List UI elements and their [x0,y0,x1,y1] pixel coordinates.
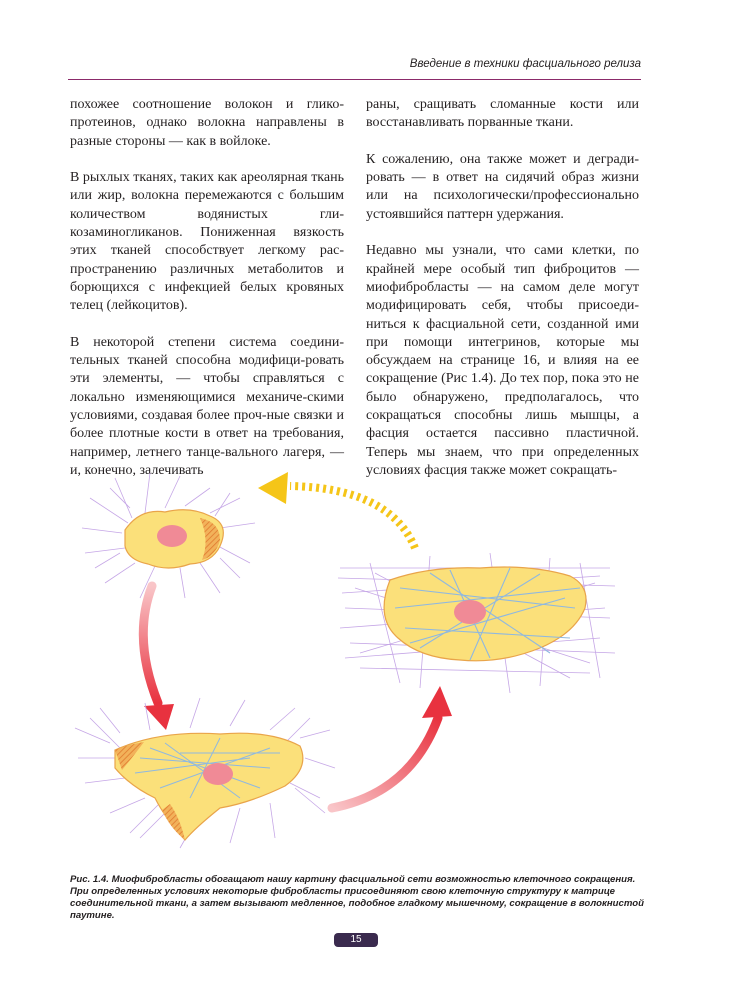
paragraph: раны, сращивать сломанные кости или восстанавливать порванные ткани. [366,97,639,131]
right-column [366,96,639,499]
page-number: 15 [334,933,378,947]
paragraph: К сожалению, она также может и дегради-ровать — в ответ на сидячий образ жизни или на психологически/профессионально устоявшийся паттерн удержания. [366,151,639,222]
red-arrow-up [332,686,452,808]
figure-illustration [70,468,640,873]
red-arrow-down [143,586,174,730]
fibroblast-cell [82,473,255,598]
myofibroblast-cell [75,698,335,848]
left-column [70,96,344,499]
dotted-arrow [258,472,415,548]
figure-caption: Рис. 1.4. Миофибробласты обогащают нашу картину фасциальной сети возможностью клеточного сокращения. При определенных условиях некоторые фибробласты присоединяют свою клеточную структуру к матрице соединительной ткани, а затем вызывают медленное, подобное гладкому мышечному, сокращение в волокнистой паутине. [70,874,644,921]
paragraph: похожее соотношение волокон и глико-протеинов, однако волокна направлены в разные стороны — как в войлоке. [70,97,344,149]
header-title: Введение в техники фасциального релиза [409,58,641,70]
cell-nucleus [203,763,233,785]
paragraph: В рыхлых тканях, таких как ареолярная ткань или жир, волокна перемежаются с большим количеством водянистых гли-козаминогликанов. Пониженная вязкость этих тканей способствует легкому рас-пространению различных метаболитов и борющихся с инфекцией белых кровяных телец (лейкоцитов). [70,170,344,314]
paragraph: В некоторой степени система соедини-тельных тканей способна модифици-ровать эти элементы, — чтобы справляться с локально изменяющимися механиче-скими условиями, создавая более проч-ные связки и более плотные кости в ответ на требования, например, летнего танце-вального лагеря, — и, конечно, залечивать [70,334,344,478]
header-rule [68,79,641,80]
cell-nucleus [157,525,187,547]
contracting-cell [338,553,615,693]
paragraph: Недавно мы узнали, что сами клетки, по крайней мере особый тип фиброцитов — миофибробласты — на самом деле могут модифицировать себя, чтобы присоеди-ниться к фасциальной сети, созданной ими при помощи интегринов, которые мы обсуждаем на странице 16, и влияя на ее сокращение (Рис 1.4). До тех пор, пока это не было обнаружено, предполагалось, что сокращаться способны лишь мышцы, а фасция остается пассивно пластичной. Теперь мы знаем, что при определенных условиях фасция также может сокращать- [366,243,639,478]
cell-nucleus [454,600,486,624]
